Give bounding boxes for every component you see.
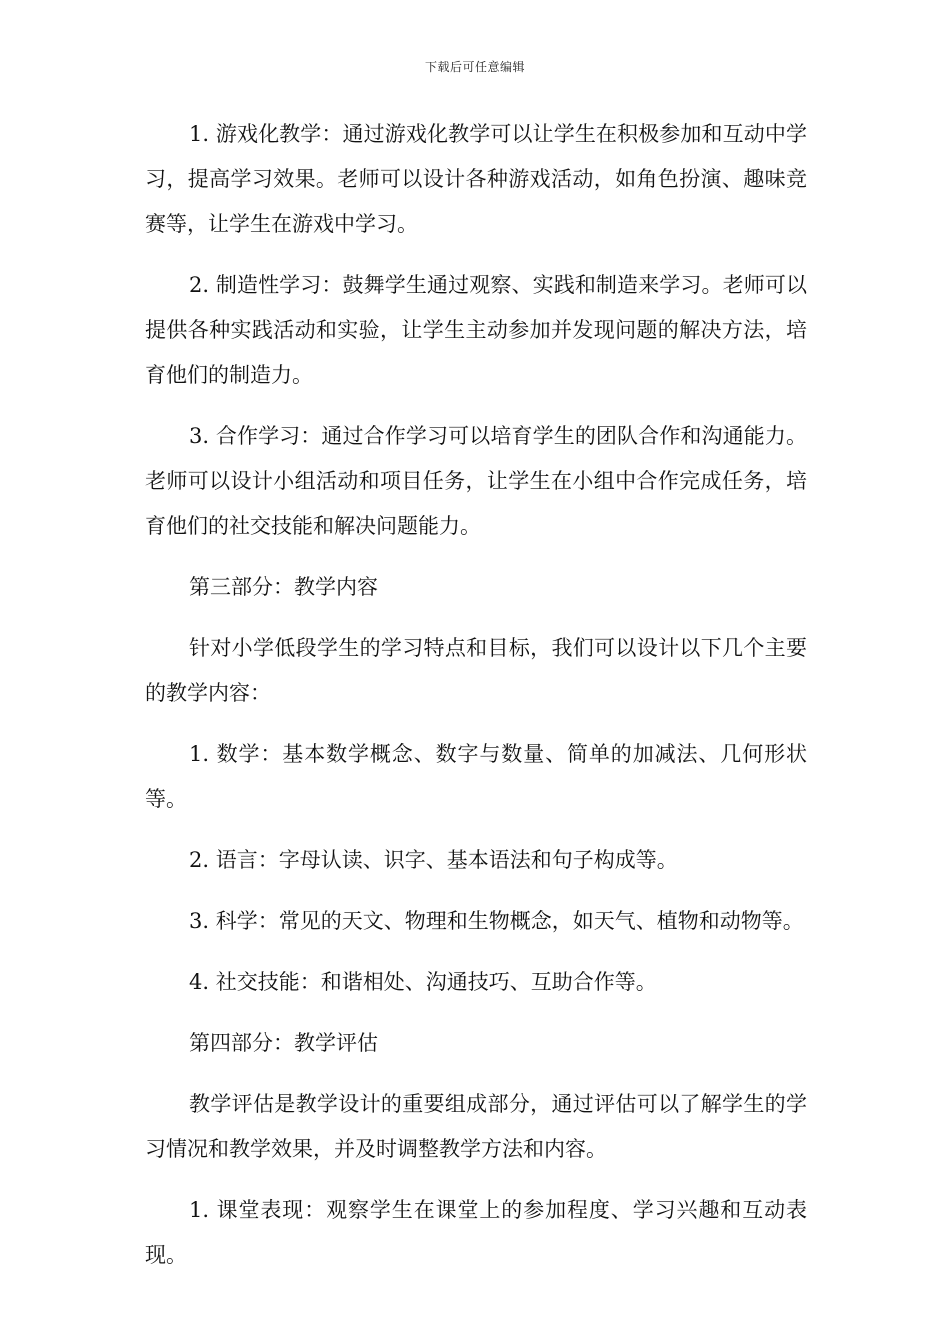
- document-body: [145, 112, 807, 1294]
- paragraph-math: 1. 数学：基本数学概念、数字与数量、简单的加减法、几何形状等。: [145, 742, 807, 811]
- paragraph-classroom-performance: 1. 课堂表现：观察学生在课堂上的参加程度、学习兴趣和互动表现。: [145, 1198, 807, 1267]
- paragraph-content-intro: 针对小学低段学生的学习特点和目标，我们可以设计以下几个主要的教学内容：: [145, 636, 807, 705]
- paragraph-assessment-intro: 教学评估是教学设计的重要组成部分，通过评估可以了解学生的学习情况和教学效果，并及时调整教学方法和内容。: [145, 1092, 807, 1161]
- paragraph-gamified-teaching: 1. 游戏化教学：通过游戏化教学可以让学生在积极参加和互动中学习，提高学习效果。老师可以设计各种游戏活动，如角色扮演、趣味竞赛等，让学生在游戏中学习。: [145, 122, 807, 236]
- section-heading-part-three: 第三部分：教学内容: [189, 575, 378, 599]
- paragraph-language: 2. 语言：字母认读、识字、基本语法和句子构成等。: [189, 848, 678, 872]
- section-heading-part-four: 第四部分：教学评估: [189, 1031, 378, 1055]
- paragraph-creative-learning: 2. 制造性学习：鼓舞学生通过观察、实践和制造来学习。老师可以提供各种实践活动和实验，让学生主动参加并发现问题的解决方法，培育他们的制造力。: [145, 273, 807, 387]
- paragraph-science: 3. 科学：常见的天文、物理和生物概念，如天气、植物和动物等。: [189, 909, 804, 933]
- paragraph-cooperative-learning: 3. 合作学习：通过合作学习可以培育学生的团队合作和沟通能力。老师可以设计小组活动和项目任务，让学生在小组中合作完成任务，培育他们的社交技能和解决问题能力。: [145, 424, 807, 538]
- paragraph-social-skills: 4. 社交技能：和谐相处、沟通技巧、互助合作等。: [189, 970, 657, 994]
- page-header: 下载后可任意编辑: [424, 60, 525, 74]
